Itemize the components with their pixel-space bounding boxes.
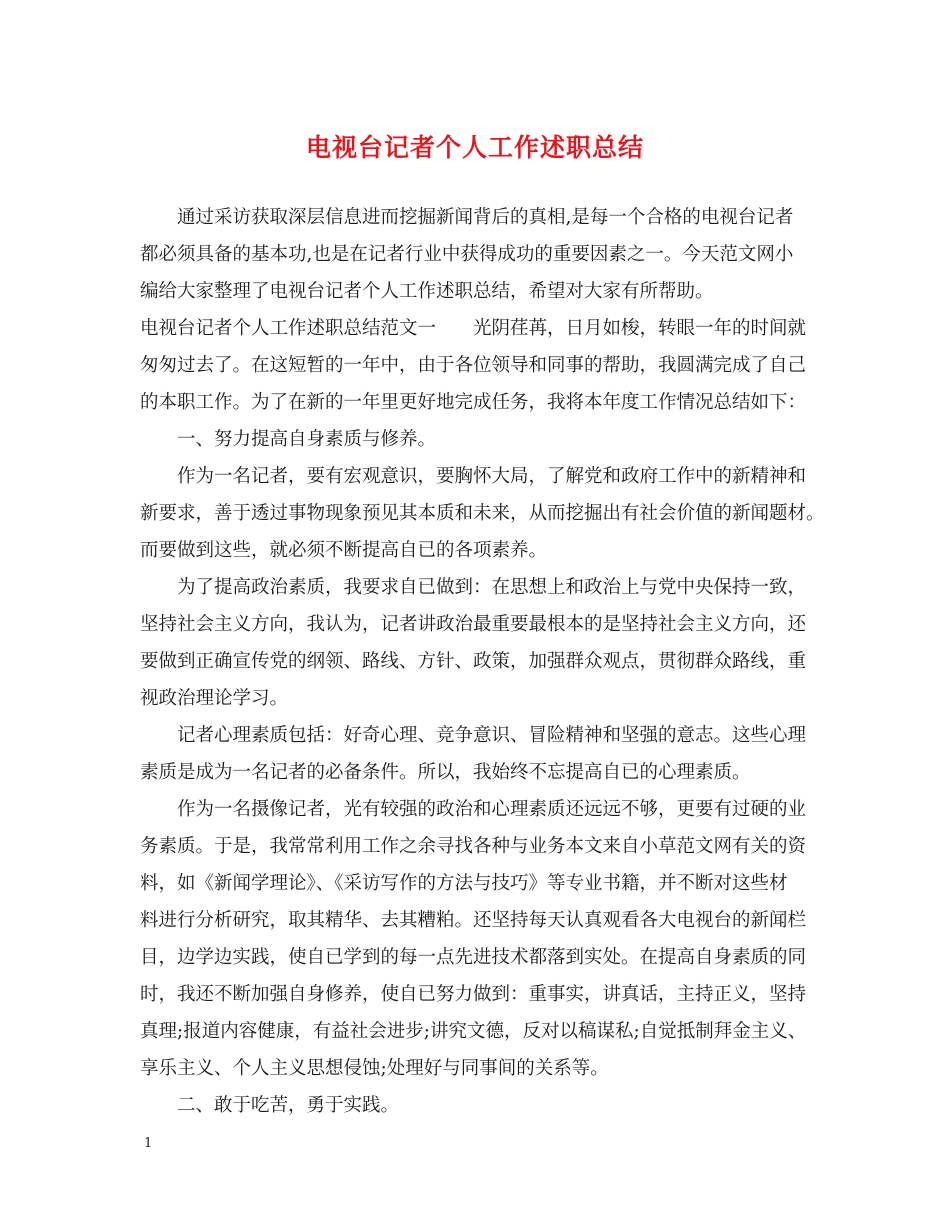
body-line: 编给大家整理了电视台记者个人工作述职总结，希望对大家有所帮助。 [140,281,714,302]
body-line: 时，我还不断加强自身修养，使自已努力做到：重事实，讲真话，主持正义，坚持 [140,984,807,1005]
body-line: 作为一名摄像记者，光有较强的政治和心理素质还远远不够，更要有过硬的业 [177,799,807,820]
body-line: 电视台记者个人工作述职总结范文一 光阴荏苒，日月如梭，转眼一年的时间就 [140,318,807,339]
body-line: 享乐主义、个人主义思想侵蚀;处理好与同事间的关系等。 [140,1058,609,1079]
body-line: 视政治理论学习。 [140,688,289,709]
body-line: 坚持社会主义方向，我认为，记者讲政治最重要最根本的是坚持社会主义方向，还 [140,614,807,635]
body-line: 料进行分析研究，取其精华、去其糟粕。还坚持每天认真观看各大电视台的新闻栏 [140,910,807,931]
section-heading: 一、努力提高自身素质与修养。 [177,429,437,450]
document-title: 电视台记者个人工作述职总结 [305,133,644,162]
body-line: 通过采访获取深层信息进而挖掘新闻背后的真相,是每一个合格的电视台记者 [177,207,794,228]
body-line: 目，边学边实践，使自已学到的每一点先进技术都落到实处。在提高自身素质的同 [140,947,807,968]
page-number: 1 [144,1136,153,1151]
body-line: 要做到正确宣传党的纲领、路线、方针、政策，加强群众观点，贯彻群众路线，重 [140,651,807,672]
body-line: 真理;报道内容健康，有益社会进步;讲究文德，反对以稿谋私;自觉抵制拜金主义、 [140,1021,807,1042]
body-line: 料，如《新闻学理论》、《采访写作的方法与技巧》等专业书籍，并不断对这些材 [140,873,788,894]
body-line: 为了提高政治素质，我要求自已做到：在思想上和政治上与党中央保持一致， [177,577,807,598]
body-line: 记者心理素质包括：好奇心理、竞争意识、冒险精神和坚强的意志。这些心理 [177,725,807,746]
body-line: 新要求，善于透过事物现象预见其本质和未来，从而挖掘出有社会价值的新闻题材。 [140,503,825,524]
body-line: 作为一名记者，要有宏观意识，要胸怀大局，了解党和政府工作中的新精神和 [177,466,807,487]
body-line: 都必须具备的基本功,也是在记者行业中获得成功的重要因素之一。今天范文网小 [140,244,794,265]
body-line: 的本职工作。为了在新的一年里更好地完成任务，我将本年度工作情况总结如下： [140,392,807,413]
body-line: 务素质。于是，我常常利用工作之余寻找各种与业务本文来自小草范文网有关的资 [140,836,807,857]
section-heading: 二、敢于吃苦，勇于实践。 [177,1095,400,1116]
body-line: 而要做到这些，就必须不断提高自已的各项素养。 [140,540,548,561]
body-line: 匆匆过去了。在这短暂的一年中，由于各位领导和同事的帮助，我圆满完成了自己 [140,355,807,376]
body-line: 素质是成为一名记者的必备条件。所以，我始终不忘提高自已的心理素质。 [140,762,751,783]
